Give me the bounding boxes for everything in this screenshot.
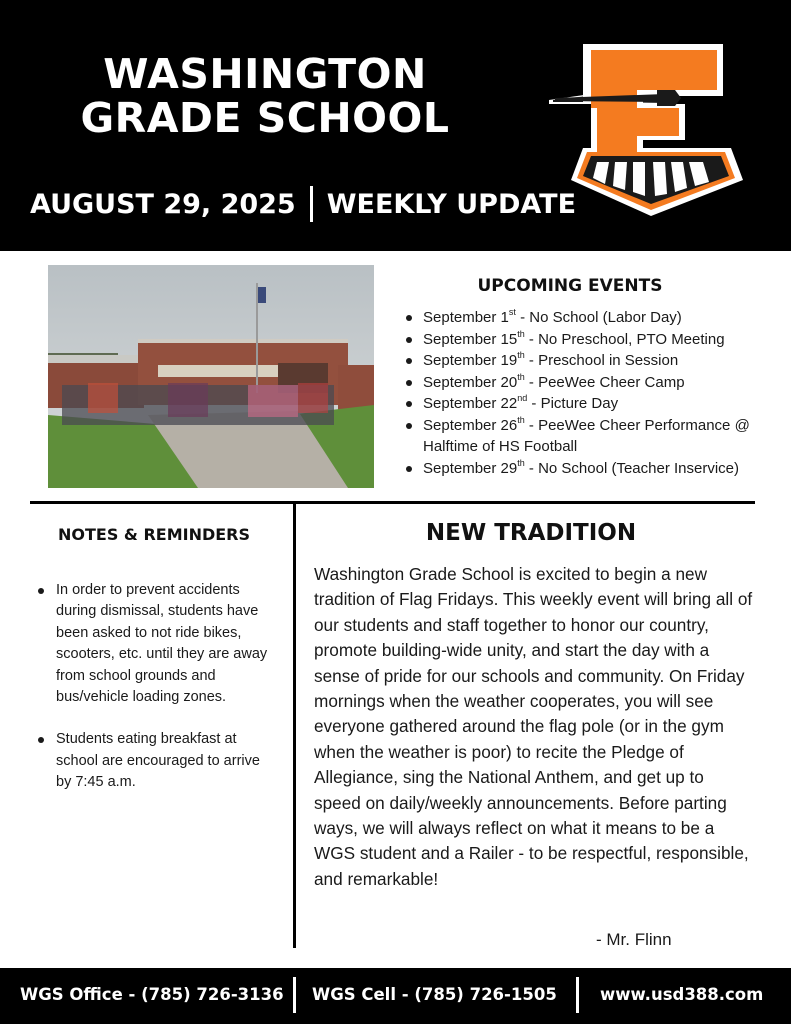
tradition-body: Washington Grade School is excited to begin a new tradition of Flag Fridays. This weekly event will bring all of our students and staff together to honor our country, promote building-wide unity, and start the day with a sense of pride for our schools and community. On Friday mornings when the weather cooperates, you will see everyone gathered around the flag pole (or in the gym when the weather is poor) to recite the Pledge of Allegiance, sing the National Anthem, and get up to speed on daily/weekly announcements. Before parting ways, we will always reflect on what it means to be a WGS student and a Railer - to be respectful, responsible, and remarkable! — [314, 564, 753, 889]
event-item: September 15th - No Preschool, PTO Meeting — [405, 329, 765, 351]
railroad-spike-e-logo-icon — [545, 38, 755, 220]
event-item: September 19th - Preschool in Session — [405, 350, 765, 372]
footer-bar — [0, 968, 791, 1024]
event-item: September 1st - No School (Labor Day) — [405, 307, 765, 329]
header-divider — [310, 186, 313, 222]
cell-phone: WGS Cell - (785) 726-1505 — [312, 985, 557, 1004]
website-link[interactable]: www.usd388.com — [600, 985, 764, 1004]
section-divider-vertical — [293, 501, 296, 948]
school-name — [40, 52, 490, 140]
school-name-line1: WASHINGTON — [103, 50, 427, 98]
event-item: September 22nd - Picture Day — [405, 393, 765, 415]
issue-label: WEEKLY UPDATE — [326, 188, 577, 220]
notes-list — [38, 580, 274, 815]
signature: - Mr. Flinn — [596, 930, 672, 949]
event-item: September 29th - No School (Teacher Inservice) — [405, 458, 765, 480]
events-title: UPCOMING EVENTS — [477, 276, 663, 296]
footer-divider — [576, 977, 579, 1013]
school-building-photo — [48, 265, 374, 488]
section-divider-horizontal — [30, 501, 755, 504]
footer-divider — [293, 977, 296, 1013]
school-name-line2: GRADE SCHOOL — [80, 94, 450, 142]
event-item: September 26th - PeeWee Cheer Performance @ Halftime of HS Football — [405, 415, 765, 458]
issue-date: AUGUST 29, 2025 — [30, 188, 296, 220]
notes-title: NOTES & REMINDERS — [57, 525, 251, 544]
note-item: Students eating breakfast at school are encouraged to arrive by 7:45 a.m. — [38, 729, 274, 793]
issue-date-row — [30, 184, 576, 224]
event-item: September 20th - PeeWee Cheer Camp — [405, 372, 765, 394]
note-item: In order to prevent accidents during dismissal, students have been asked to not ride bikes, scooters, etc. until they are away from school grounds and bus/vehicle loading zones. — [38, 580, 274, 708]
events-list — [405, 307, 765, 479]
office-phone: WGS Office - (785) 726-3136 — [20, 985, 284, 1004]
tradition-title: NEW TRADITION — [425, 520, 637, 546]
header-banner — [0, 0, 791, 251]
